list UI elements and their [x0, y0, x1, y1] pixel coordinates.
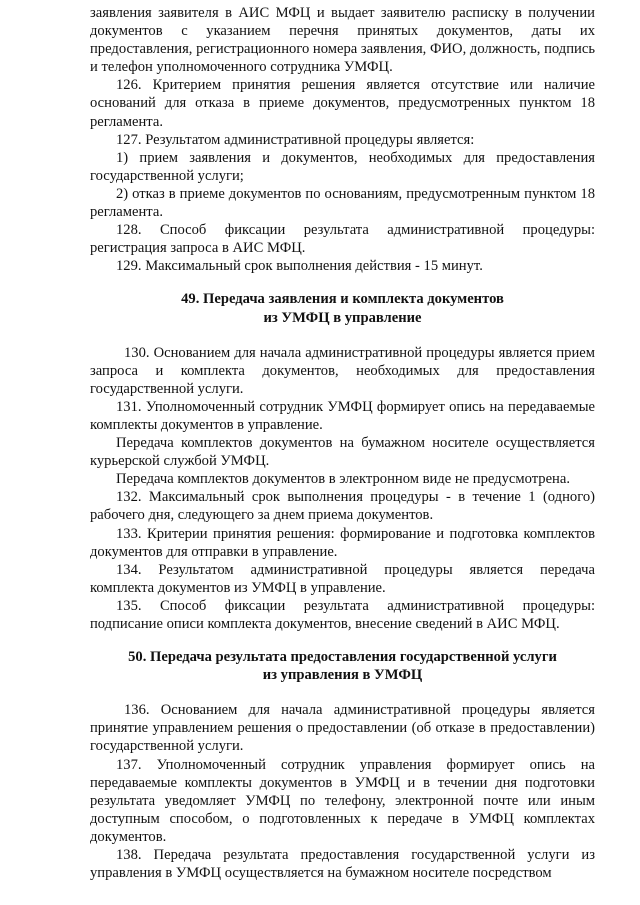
- paragraph-135: 135. Способ фиксации результата административной процедуры: подписание описи комплекта документов, внесение сведений в АИС МФЦ.: [90, 597, 595, 632]
- paragraph-continuation: заявления заявителя в АИС МФЦ и выдает заявителю расписку в получении документов с указанием перечня принятых документов, даты их предоставления, регистрационного номера заявления, ФИО, должность, подпись и телефон уполномоченного сотрудника УМФЦ.: [90, 5, 595, 76]
- paragraph-129: 129. Максимальный срок выполнения действия - 15 минут.: [116, 258, 483, 275]
- paragraph-127-item-1: 1) прием заявления и документов, необходимых для предоставления государственной услуги;: [90, 149, 595, 184]
- paragraph-127: 127. Результатом административной процедуры является:: [116, 131, 475, 148]
- section-49-heading: [90, 290, 595, 326]
- paragraph-126: 126. Критерием принятия решения является отсутствие или наличие оснований для отказа в приеме документов, предусмотренных пунктом 18 регламента.: [90, 77, 595, 130]
- section-50-title-line-2: из управления в УМФЦ: [262, 667, 423, 684]
- paragraph-137: 137. Уполномоченный сотрудник управления формирует опись на передаваемые комплекты документов в УМФЦ и в течении дня подготовки результата уведомляет УМФЦ по телефону, электронной почте или иным доступным способом, о подготовленных к передаче в УМФЦ комплектах документов.: [90, 756, 595, 845]
- section-50-body: [90, 701, 595, 882]
- section-50-title-line-1: 50. Передача результата предоставления государственной услуги: [128, 649, 557, 666]
- paragraph-133: 133. Критерии принятия решения: формирование и подготовка комплектов документов для отправки в управление.: [90, 525, 595, 560]
- paragraph-130: 130. Основанием для начала административной процедуры является прием запроса и комплекта документов, необходимых для предоставления государственной услуги.: [90, 344, 595, 397]
- section-49-title-line-2: из УМФЦ в управление: [263, 309, 422, 326]
- section-49-title-line-1: 49. Передача заявления и комплекта документов: [181, 291, 504, 308]
- paragraph-134: 134. Результатом административной процедуры является передача комплекта документов из УМФЦ в управление.: [90, 561, 595, 596]
- paragraph-136: 136. Основанием для начала административной процедуры является принятие управлением решения о предоставлении (об отказе в предоставлении) государственной услуги.: [90, 702, 595, 755]
- section-50-heading: [90, 648, 595, 684]
- paragraph-131-electronic: Передача комплектов документов в электронном виде не предусмотрена.: [116, 471, 570, 488]
- paragraph-131-paper: Передача комплектов документов на бумажном носителе осуществляется курьерской службой УМФЦ.: [90, 435, 595, 470]
- paragraph-128: 128. Способ фиксации результата административной процедуры: регистрация запроса в АИС МФЦ.: [90, 222, 595, 257]
- document-page: [90, 4, 595, 882]
- paragraph-131: 131. Уполномоченный сотрудник УМФЦ формирует опись на передаваемые комплекты документов в управление.: [90, 398, 595, 433]
- paragraph-132: 132. Максимальный срок выполнения процедуры - в течение 1 (одного) рабочего дня, следующего за днем приема документов.: [90, 489, 595, 524]
- section-49-body: [90, 344, 595, 634]
- paragraph-138: 138. Передача результата предоставления государственной услуги из управления в УМФЦ осуществляется на бумажном носителе посредством: [90, 847, 595, 882]
- paragraph-127-item-2: 2) отказ в приеме документов по основаниям, предусмотренным пунктом 18 регламента.: [90, 185, 595, 221]
